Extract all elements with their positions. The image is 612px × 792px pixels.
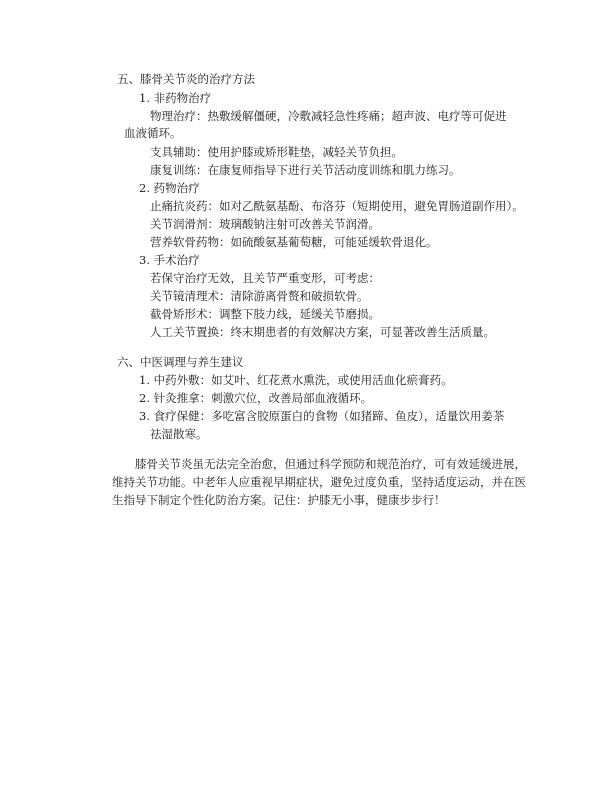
non-drug-line: 物理治疗：热敷缓解僵硬，冷敷减轻急性疼痛；超声波、电疗等可促进 (150, 109, 507, 123)
non-drug-heading: 1. 非药物治疗 (139, 91, 212, 105)
drug-line: 关节润滑剂：玻璃酸钠注射可改善关节润滑。 (150, 217, 380, 231)
surgery-line: 若保守治疗无效，且关节严重变形，可考虑： (150, 271, 380, 285)
non-drug-line: 康复训练：在康复师指导下进行关节活动度训练和肌力练习。 (150, 163, 461, 177)
section-five-heading: 五、膝骨关节炎的治疗方法 (117, 72, 255, 86)
tcm-item: 2. 针灸推拿：刺激穴位，改善局部血液循环。 (139, 391, 373, 405)
surgery-line: 人工关节置换：终末期患者的有效解决方案，可显著改善生活质量。 (150, 325, 495, 339)
surgery-heading: 3. 手术治疗 (139, 253, 200, 267)
tcm-item: 3. 食疗保健：多吃富含胶原蛋白的食物（如猪蹄、鱼皮），适量饮用姜茶 (139, 409, 505, 423)
conclusion-paragraph: 膝骨关节炎虽无法完全治愈，但通过科学预防和规范治疗，可有效延缓进展，维持关节功能。中老年人应重视早期症状，避免过度负重，坚持适度运动，并在医生指导下制定个性化防治方案。记住：护膝无小事，健康步步行！ (112, 457, 526, 507)
tcm-item-continuation: 祛湿散寒。 (150, 427, 208, 441)
drug-line: 止痛抗炎药：如对乙酰氨基酚、布洛芬（短期使用，避免胃肠道副作用）。 (150, 199, 524, 213)
drug-line: 营养软骨药物：如硫酸氨基葡萄糖，可能延缓软骨退化。 (150, 235, 438, 249)
surgery-line: 关节镜清理术：清除游离骨赘和破损软骨。 (150, 289, 369, 303)
tcm-item: 1. 中药外敷：如艾叶、红花煮水熏洗，或使用活血化瘀膏药。 (139, 373, 453, 387)
drug-heading: 2. 药物治疗 (139, 181, 200, 195)
non-drug-line: 支具辅助：使用护膝或矫形鞋垫，减轻关节负担。 (150, 145, 403, 159)
non-drug-line: 血液循环。 (124, 126, 182, 140)
section-six-heading: 六、中医调理与养生建议 (117, 355, 244, 369)
surgery-line: 截骨矫形术：调整下肢力线，延缓关节磨损。 (150, 307, 380, 321)
